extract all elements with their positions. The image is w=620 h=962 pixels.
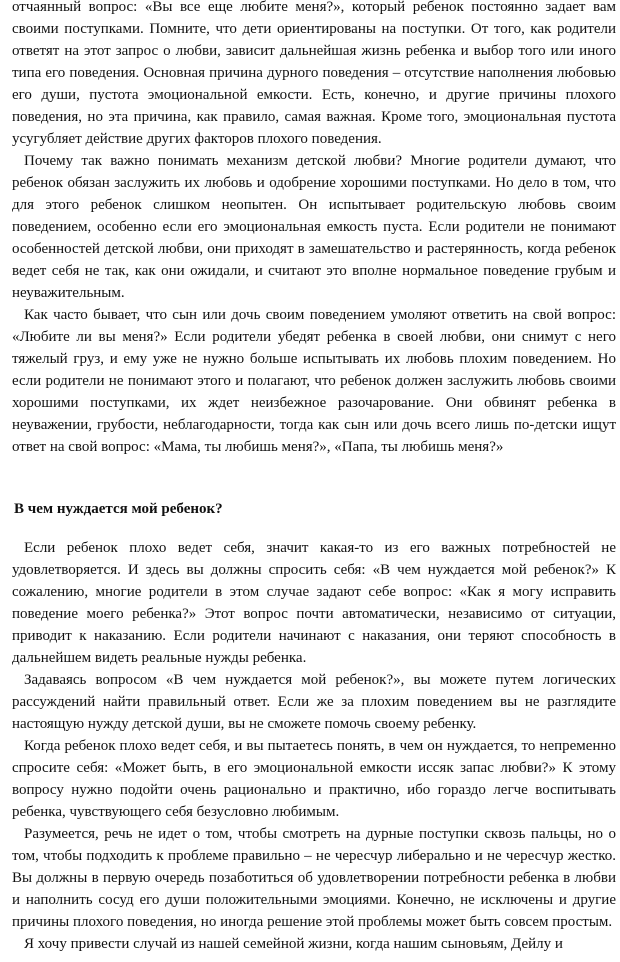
paragraph: Разумеется, речь не идет о том, чтобы смотреть на дурные поступки сквозь пальцы, но о том, чтобы подходить к проблеме правильно – не чересчур либерально и не чересчур жестко. Вы должны в первую очередь позаботиться об удовлетворении потребности ребенка в любви и наполнить сосуд его души положительными эмоциями. Конечно, не исключены и другие причины плохого поведения, но иногда решение этой проблемы может быть совсем простым. <box>12 826 616 930</box>
section-spacer <box>12 520 616 537</box>
paragraph: Почему так важно понимать механизм детской любви? Многие родители думают, что ребенок обязан заслужить их любовь и одобрение хорошими поступками. Но дело в том, что для этого ребенок слишком неопытен. Он испытывает родительскую любовь своим поведением, особенно если его эмоциональная емкость пуста. Если родители не понимают особенностей детской любви, они приходят в замешательство и растерянность, когда ребенок ведет себя не так, как они ожидали, и считают это вполне нормальное поведение грубым и неуважительным. <box>12 153 616 301</box>
paragraph: Задаваясь вопросом «В чем нуждается мой ребенок?», вы можете путем логических рассуждений найти правильный ответ. Если же за плохим поведением вы не разглядите настоящую нужду детской души, вы не сможете помочь своему ребенку. <box>12 672 616 732</box>
section-spacer <box>12 458 616 498</box>
document-page <box>12 0 616 955</box>
paragraph: Когда ребенок плохо ведет себя, и вы пытаетесь понять, в чем он нуждается, то непременно спросите себя: «Может быть, в его эмоциональной емкости иссяк запас любви?» К этому вопросу нужно подойти очень рационально и практично, ибо гораздо легче воспитывать ребенка, чувствующего себя безусловно любимым. <box>12 738 616 820</box>
paragraph: отчаянный вопрос: «Вы все еще любите меня?», который ребенок постоянно задает вам своими поступками. Помните, что дети ориентированы на поступки. От того, как родители ответят на этот запрос о любви, зависит дальнейшая жизнь ребенка и выбор того или иного типа его поведения. Основная причина дурного поведения – отсутствие наполнения любовью его души, пустота эмоциональной емкости. Есть, конечно, и другие причины плохого поведения, но эта причина, как правило, самая важная. Кроме того, эмоциональная пустота усугубляет действие других факторов плохого поведения. <box>12 0 616 147</box>
paragraph: Как часто бывает, что сын или дочь своим поведением умоляют ответить на свой вопрос: «Любите ли вы меня?» Если родители убедят ребенка в своей любви, они снимут с него тяжелый груз, и ему уже не нужно больше испытывать их любовь плохим поведением. Но если родители не понимают этого и полагают, что ребенок должен заслужить любовь своими хорошими поступками, их ждет неизбежное разочарование. Они обвинят ребенка в неуважении, грубости, неблагодарности, тогда как сын или дочь всего лишь по-детски ищут ответ на свой вопрос: «Мама, ты любишь меня?», «Папа, ты любишь меня?» <box>12 307 616 455</box>
section-heading: В чем нуждается мой ребенок? <box>14 501 223 517</box>
paragraph: Я хочу привести случай из нашей семейной жизни, когда нашим сыновьям, Дейлу и <box>24 936 563 952</box>
paragraph: Если ребенок плохо ведет себя, значит какая-то из его важных потребностей не удовлетворяется. И здесь вы должны спросить себя: «В чем нуждается мой ребенок?» К сожалению, многие родители в этом случае задают себе вопрос: «Как я могу исправить поведение моего ребенка?» Этот вопрос почти автоматически, независимо от ситуации, приводит к наказанию. Если родители начинают с наказания, они теряют способность в дальнейшем видеть реальные нужды ребенка. <box>12 540 616 666</box>
